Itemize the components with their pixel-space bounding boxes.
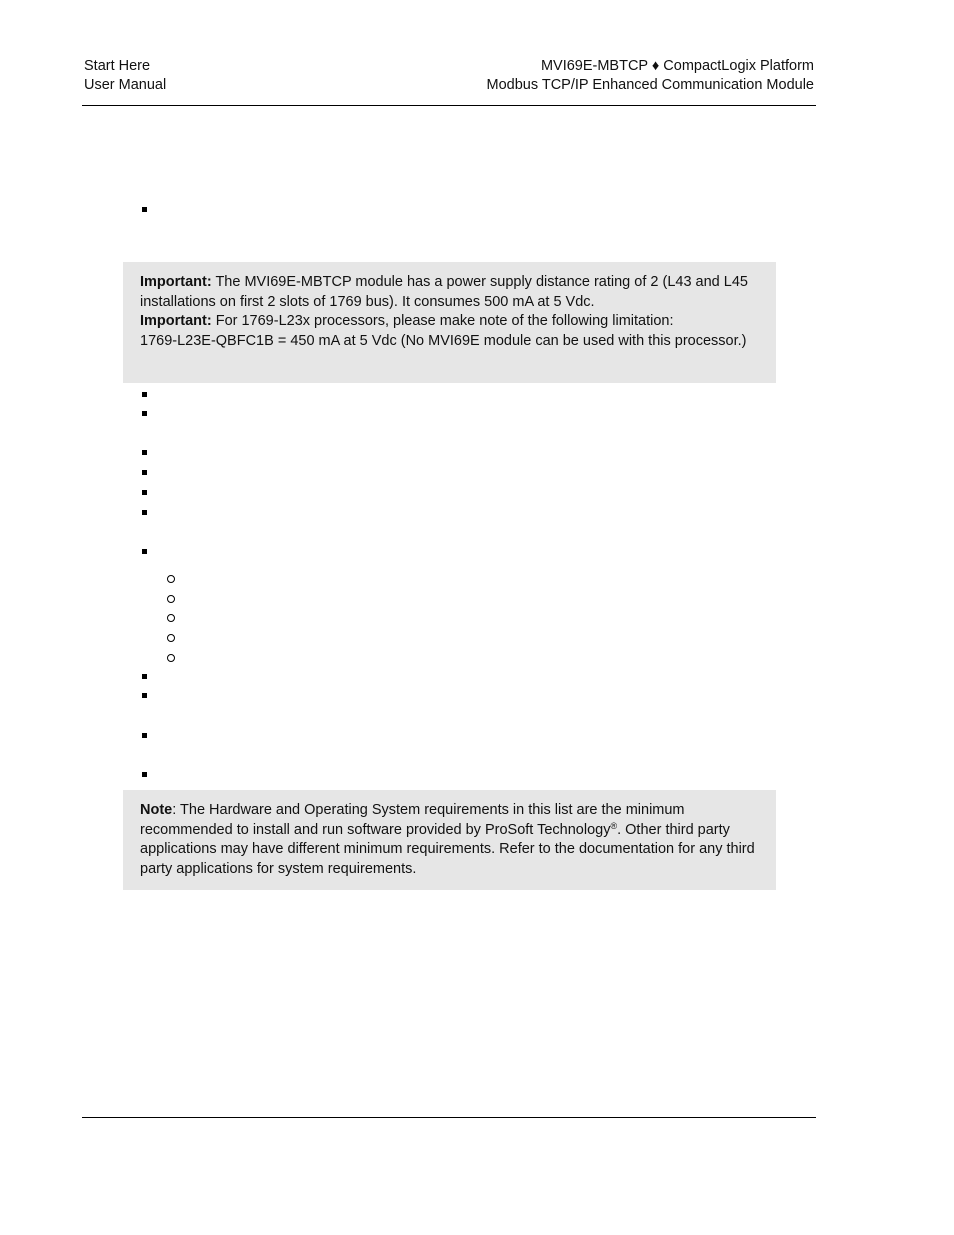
header-section-title: Start Here: [84, 58, 151, 74]
processor-limitation: 1769-L23E-QBFC1B = 450 mA at 5 Vdc (No MVI69E module can be used with this processor.): [140, 332, 747, 349]
note-callout: [123, 790, 776, 890]
note-line-4: party applications for system requirements.: [140, 860, 417, 877]
note-text: : The Hardware and Operating System requirements in this list are the minimum: [172, 802, 685, 818]
note-line-2: [140, 821, 759, 841]
list-bullet: [142, 392, 147, 397]
list-bullet: [142, 450, 147, 455]
registered-mark: ®: [610, 820, 618, 831]
header-document-type: User Manual: [84, 77, 167, 93]
header-module-name: Modbus TCP/IP Enhanced Communication Module: [486, 77, 814, 93]
important-text-continued: installations on first 2 slots of 1769 bus). It consumes 500 mA at 5 Vdc.: [140, 293, 595, 310]
list-bullet: [142, 510, 147, 515]
sub-list-bullet: [167, 614, 175, 622]
list-bullet: [142, 490, 147, 495]
important-label: Important:: [140, 274, 212, 290]
note-label: Note: [140, 802, 173, 818]
list-bullet: [142, 207, 147, 212]
note-text: recommended to install and run software provided by ProSoft Technology: [140, 821, 611, 838]
header-right: [486, 57, 814, 95]
list-bullet: [142, 674, 147, 679]
important-callout: [123, 262, 776, 383]
list-bullet: [142, 411, 147, 416]
list-bullet: [142, 693, 147, 698]
footer-rule: [82, 1117, 816, 1118]
sub-list-bullet: [167, 595, 175, 603]
important-label: Important:: [140, 313, 212, 329]
sub-list-bullet: [167, 654, 175, 662]
header-left: [84, 57, 166, 95]
list-bullet: [142, 549, 147, 554]
sub-list-bullet: [167, 575, 175, 583]
sub-list-bullet: [167, 634, 175, 642]
note-line-1: [140, 801, 759, 821]
important-paragraph-1: [140, 273, 759, 293]
important-text: For 1769-L23x processors, please make note of the following limitation:: [211, 313, 674, 329]
list-bullet: [142, 470, 147, 475]
note-text: . Other third party: [617, 821, 730, 838]
note-line-3: applications may have different minimum requirements. Refer to the documentation for any third: [140, 841, 755, 857]
list-bullet: [142, 733, 147, 738]
important-paragraph-2: [140, 312, 759, 332]
list-bullet: [142, 772, 147, 777]
header-rule: [82, 105, 816, 106]
header-product-platform: MVI69E-MBTCP ♦ CompactLogix Platform: [540, 58, 814, 74]
important-text: The MVI69E-MBTCP module has a power supply distance rating of 2 (L43 and L45: [211, 274, 748, 290]
